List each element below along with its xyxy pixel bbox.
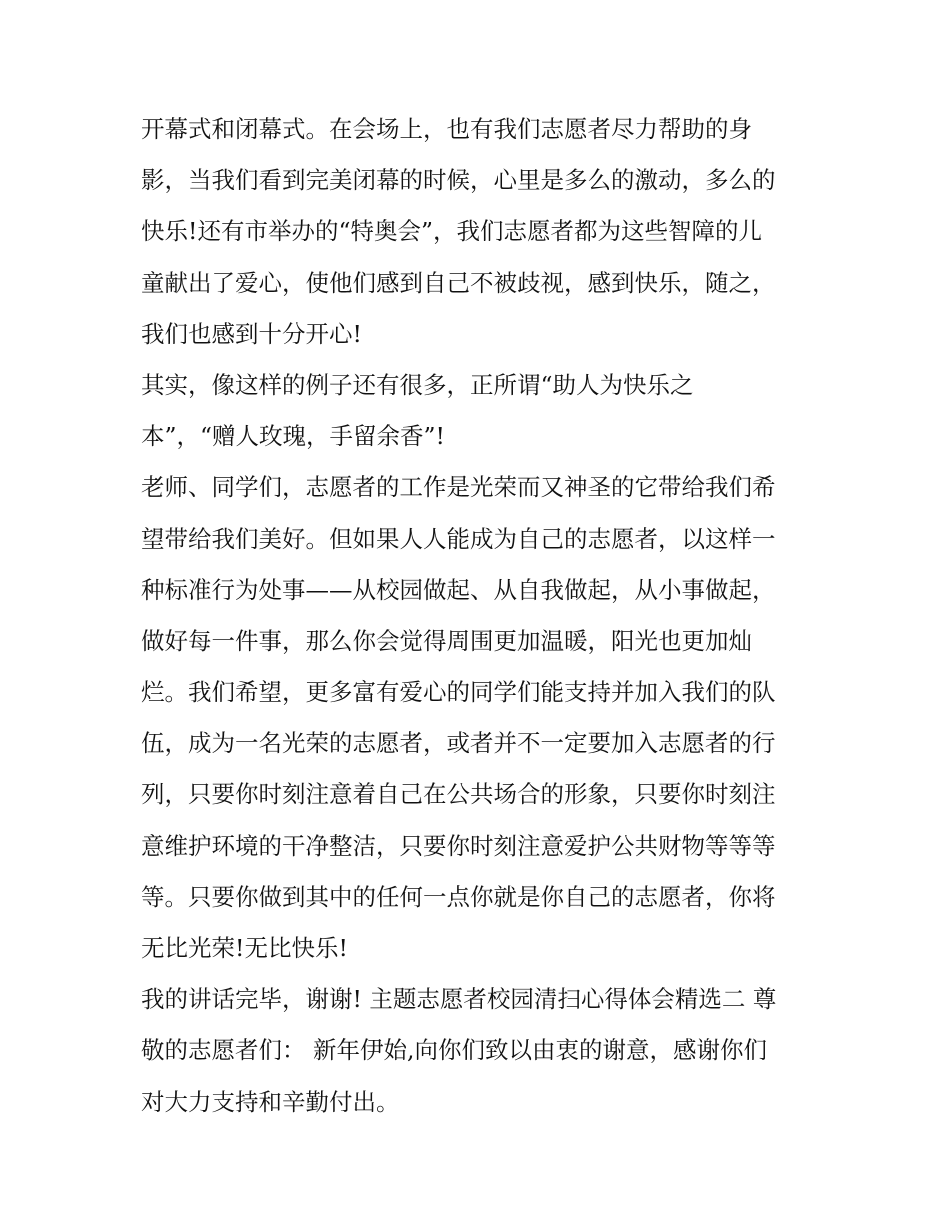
text-line: 烂。我们希望，更多富有爱心的同学们能支持并加入我们的队 xyxy=(141,678,776,707)
text-line: 本”，“赠人玫瑰，手留余香”! xyxy=(141,422,445,451)
text-line: 开幕式和闭幕式。在会场上，也有我们志愿者尽力帮助的身 xyxy=(141,115,752,143)
text-line: 等。只要你做到其中的任何一点你就是你自己的志愿者，你将 xyxy=(141,882,776,911)
text-line: 其实，像这样的例子还有很多，正所谓“助人为快乐之 xyxy=(141,370,694,399)
text-line: 对大力支持和辛勤付出。 xyxy=(141,1087,400,1116)
text-line: 影，当我们看到完美闭幕的时候，心里是多么的激动，多么的 xyxy=(141,166,776,195)
text-line: 童献出了爱心，使他们感到自己不被歧视，感到快乐，随之， xyxy=(141,268,776,297)
text-line: 无比光荣!无比快乐! xyxy=(141,934,348,962)
text-line: 意维护环境的干净整洁，只要你时刻注意爱护公共财物等等等 xyxy=(141,831,776,860)
text-line: 列，只要你时刻注意着自己在公共场合的形象，只要你时刻注 xyxy=(141,780,776,809)
text-line: 我的讲话完毕，谢谢! 主题志愿者校园清扫心得体会精选二 尊 xyxy=(141,985,777,1014)
text-line: 种标准行为处事——从校园做起、从自我做起，从小事做起， xyxy=(141,575,776,604)
text-line: 快乐!还有市举办的“特奥会”，我们志愿者都为这些智障的儿 xyxy=(141,217,762,246)
text-line: 敬的志愿者们： 新年伊始,向你们致以由衷的谢意，感谢你们 xyxy=(141,1036,767,1065)
text-line: 做好每一件事，那么你会觉得周围更加温暖，阳光也更加灿 xyxy=(141,626,752,655)
text-line: 老师、同学们，志愿者的工作是光荣而又神圣的它带给我们希 xyxy=(141,473,776,502)
text-line: 望带给我们美好。但如果人人能成为自己的志愿者，以这样一 xyxy=(141,524,776,553)
body-text xyxy=(141,104,821,1128)
text-line: 伍，成为一名光荣的志愿者，或者并不一定要加入志愿者的行 xyxy=(141,729,776,758)
text-line: 我们也感到十分开心! xyxy=(141,319,362,348)
